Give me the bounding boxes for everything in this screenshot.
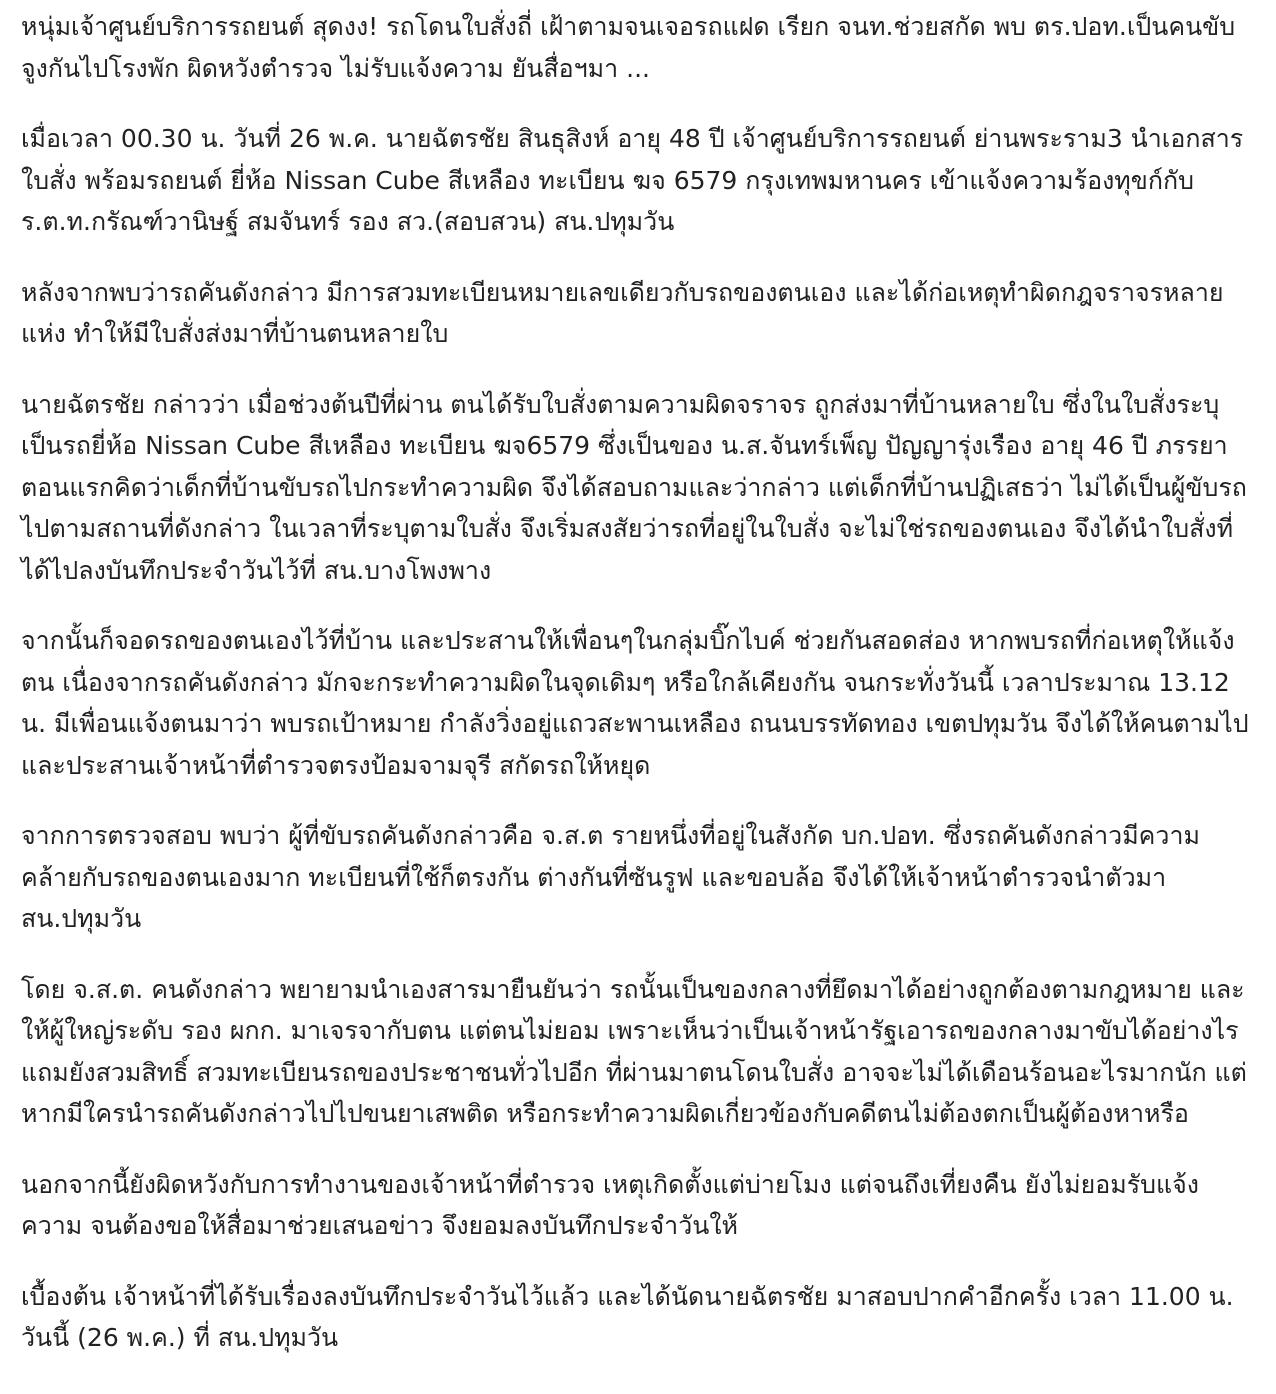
article-paragraph: นายฉัตรชัย กล่าวว่า เมื่อช่วงต้นปีที่ผ่าน ตนได้รับใบสั่งตามความผิดจราจร ถูกส่งมาที่บ้านหลายใบ ซึ่งในใบสั่งระบุเป็นรถยี่ห้อ Nissan Cube สีเหลือง ทะเบียน ฆจ6579 ซึ่งเป็นของ น.ส.จันทร์เพ็ญ ปัญญารุ่งเรือง อายุ 46 ปี ภรรยา ตอนแรกคิดว่าเด็กที่บ้านขับรถไปกระทำความผิด จึงได้สอบถามและว่ากล่าว แต่เด็กที่บ้านปฏิเสธว่า ไม่ได้เป็นผู้ขับรถไปตามสถานที่ดังกล่าว ในเวลาที่ระบุตามใบสั่ง จึงเริ่มสงสัยว่ารถที่อยู่ในใบสั่ง จะไม่ใช่รถของตนเอง จึงได้นำใบสั่งที่ได้ไปลงบันทึกประจำวันไว้ที่ สน.บางโพงพาง [21,389,1247,585]
article-paragraph: จากการตรวจสอบ พบว่า ผู้ที่ขับรถคันดังกล่าวคือ จ.ส.ต รายหนึ่งที่อยู่ในสังกัด บก.ปอท. ซึ่งรถคันดังกล่าวมีความคล้ายกับรถของตนเองมาก ทะเบียนที่ใช้ก็ตรงกัน ต่างกันที่ซันรูฟ และขอบล้อ จึงได้ให้เจ้าหน้าตำรวจนำตัวมา สน.ปทุมวัน [21,821,1200,933]
article-lead-paragraph: หนุ่มเจ้าศูนย์บริการรถยนต์ สุดงง! รถโดนใบสั่งถี่ เฝ้าตามจนเจอรถแฝด เรียก จนท.ช่วยสกัด พบ ตร.ปอท.เป็นคนขับ จูงกันไปโรงพัก ผิดหวังตำรวจ ไม่รับแจ้งความ ยันสื่อฯมา ... [21,12,1236,83]
article-paragraph: จากนั้นก็จอดรถของตนเองไว้ที่บ้าน และประสานให้เพื่อนๆในกลุ่มบิ๊กไบค์ ช่วยกันสอดส่อง หากพบรถที่ก่อเหตุให้แจ้งตน เนื่องจากรถคันดังกล่าว มักจะกระทำความผิดในจุดเดิมๆ หรือใกล้เคียงกัน จนกระทั่งวันนี้ เวลาประมาณ 13.12 น. มีเพื่อนแจ้งตนมาว่า พบรถเป้าหมาย กำลังวิ่งอยู่แถวสะพานเหลือง ถนนบรรทัดทอง เขตปทุมวัน จึงได้ให้คนตามไป และประสานเจ้าหน้าที่ตำรวจตรงป้อมจามจุรี สกัดรถให้หยุด [21,626,1249,780]
article-paragraph: เบื้องต้น เจ้าหน้าที่ได้รับเรื่องลงบันทึกประจำวันไว้แล้ว และได้นัดนายฉัตรชัย มาสอบปากคำอีกครั้ง เวลา 11.00 น. วันนี้ (26 พ.ค.) ที่ สน.ปทุมวัน [21,1281,1234,1352]
article-paragraph: โดย จ.ส.ต. คนดังกล่าว พยายามนำเองสารมายืนยันว่า รถนั้นเป็นของกลางที่ยึดมาได้อย่างถูกต้องตามกฎหมาย และให้ผู้ใหญ่ระดับ รอง ผกก. มาเจรจากับตน แต่ตนไม่ยอม เพราะเห็นว่าเป็นเจ้าหน้ารัฐเอารถของกลางมาขับได้อย่างไร แถมยังสวมสิทธิ์ สวมทะเบียนรถของประชาชนทั่วไปอีก ที่ผ่านมาตนโดนใบสั่ง อาจจะไม่ได้เดือนร้อนอะไรมากนัก แต่หากมีใครนำรถคันดังกล่าวไปไปขนยาเสพติด หรือกระทำความผิดเกี่ยวข้องกับคดีตนไม่ต้องตกเป็นผู้ต้องหาหรือ [21,974,1247,1128]
article-paragraph: นอกจากนี้ยังผิดหวังกับการทำงานของเจ้าหน้าที่ตำรวจ เหตุเกิดตั้งแต่บ่ายโมง แต่จนถึงเที่ยงคืน ยังไม่ยอมรับแจ้งความ จนต้องขอให้สื่อมาช่วยเสนอข่าว จึงยอมลงบันทึกประจำวันให้ [21,1169,1200,1240]
article-paragraph: หลังจากพบว่ารถคันดังกล่าว มีการสวมทะเบียนหมายเลขเดียวกับรถของตนเอง และได้ก่อเหตุทำผิดกฎจราจรหลายแห่ง ทำให้มีใบสั่งส่งมาที่บ้านตนหลายใบ [21,277,1224,348]
article-paragraph: เมื่อเวลา 00.30 น. วันที่ 26 พ.ค. นายฉัตรชัย สินธุสิงห์ อายุ 48 ปี เจ้าศูนย์บริการรถยนต์ ย่านพระราม3 นำเอกสารใบสั่ง พร้อมรถยนต์ ยี่ห้อ Nissan Cube สีเหลือง ทะเบียน ฆจ 6579 กรุงเทพมหานคร เข้าแจ้งความร้องทุขก์กับ ร.ต.ท.กรัณฑ์วานิษฐ์ สมจันทร์ รอง สว.(สอบสวน) สน.ปทุมวัน [21,124,1244,236]
